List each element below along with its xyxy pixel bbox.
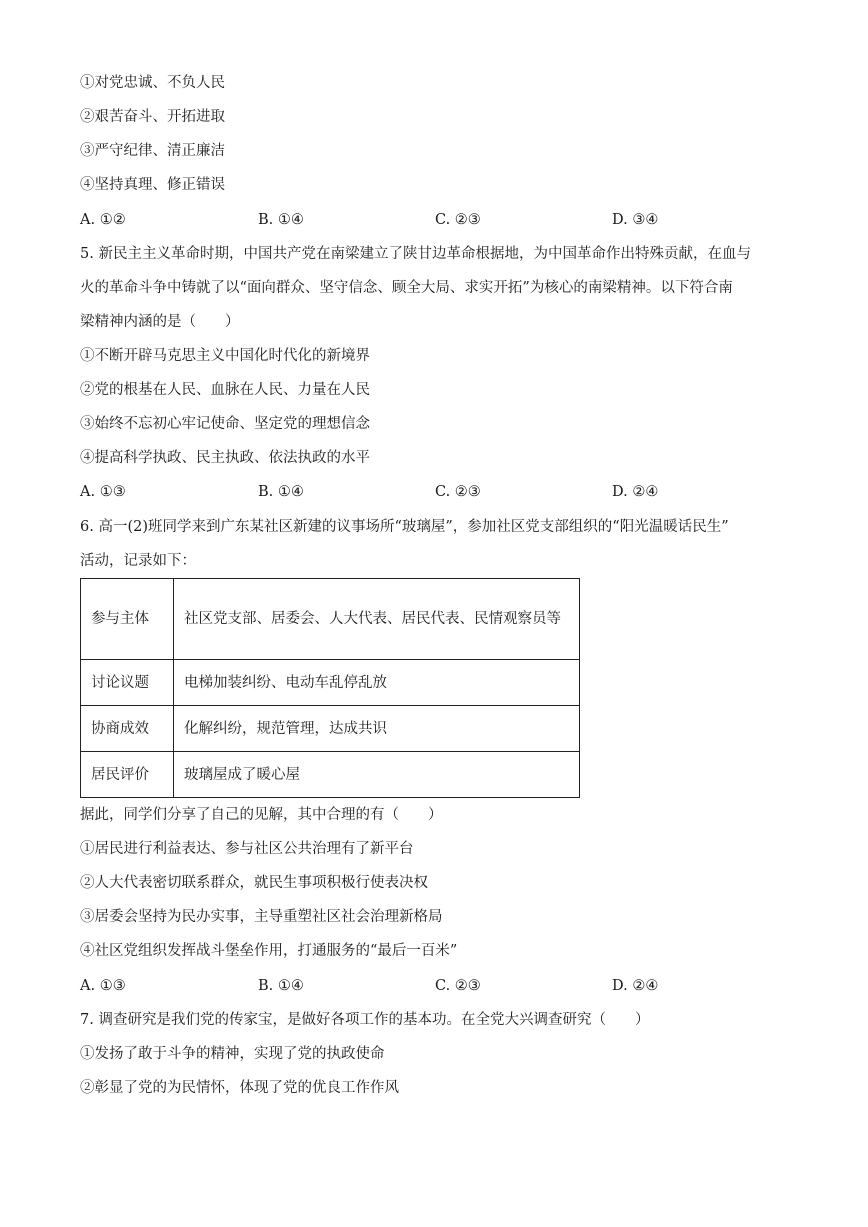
q6-item-4: ④社区党组织发挥战斗堡垒作用，打通服务的“最后一百米” — [80, 943, 458, 959]
q4-option-c: C. ②③ — [435, 212, 481, 228]
table-row — [81, 752, 580, 798]
q5-option-c: C. ②③ — [435, 484, 481, 500]
q6-item-2: ②人大代表密切联系群众，就民生事项积极行使表决权 — [80, 875, 428, 891]
q7-stem: 7. 调查研究是我们党的传家宝，是做好各项工作的基本功。在全党大兴调查研究（ ） — [80, 1012, 650, 1028]
q5-option-a: A. ①③ — [80, 484, 126, 500]
table-row — [81, 660, 580, 706]
q6-item-1: ①居民进行利益表达、参与社区公共治理有了新平台 — [80, 841, 414, 857]
q4-item-1: ①对党忠诚、不负人民 — [80, 75, 225, 91]
table-value-cell: 社区党支部、居委会、人大代表、居民代表、民情观察员等 — [174, 579, 580, 660]
q6-after-table: 据此，同学们分享了自己的见解，其中合理的有（ ） — [80, 807, 443, 823]
q4-item-4: ④坚持真理、修正错误 — [80, 177, 225, 193]
table-row — [81, 579, 580, 660]
q4-item-2: ②艰苦奋斗、开拓进取 — [80, 109, 225, 125]
q4-option-d: D. ③④ — [612, 212, 659, 228]
table-key-cell: 参与主体 — [81, 579, 174, 660]
table-value-cell: 玻璃屋成了暖心屋 — [174, 752, 580, 798]
q5-stem-line-3: 梁精神内涵的是（ ） — [80, 314, 240, 330]
table-row — [81, 706, 580, 752]
q6-stem-line-2: 活动，记录如下： — [80, 553, 196, 569]
q6-option-c: C. ②③ — [435, 978, 481, 994]
activity-record-table — [80, 578, 580, 798]
q7-item-2: ②彰显了党的为民情怀，体现了党的优良工作作风 — [80, 1080, 399, 1096]
q5-stem-line-2: 火的革命斗争中铸就了以“面向群众、坚守信念、顾全大局、求实开拓”为核心的南梁精神。以下符合南 — [80, 280, 733, 296]
q5-options — [80, 482, 790, 502]
q4-option-a: A. ①② — [80, 212, 126, 228]
q6-item-3: ③居委会坚持为民办实事，主导重塑社区社会治理新格局 — [80, 909, 443, 925]
q5-stem-line-1: 5. 新民主主义革命时期，中国共产党在南梁建立了陕甘边革命根据地，为中国革命作出特殊贡献，在血与 — [80, 246, 751, 262]
q6-option-a: A. ①③ — [80, 978, 126, 994]
table-key-cell: 讨论议题 — [81, 660, 174, 706]
q5-option-d: D. ②④ — [612, 484, 659, 500]
table-value-cell: 电梯加装纠纷、电动车乱停乱放 — [174, 660, 580, 706]
q4-options — [80, 210, 790, 230]
q5-item-2: ②党的根基在人民、血脉在人民、力量在人民 — [80, 382, 370, 398]
q7-item-1: ①发扬了敢于斗争的精神，实现了党的执政使命 — [80, 1046, 385, 1062]
q5-option-b: B. ①④ — [258, 484, 304, 500]
q6-stem-line-1: 6. 高一(2)班同学来到广东某社区新建的议事场所“玻璃屋”，参加社区党支部组织的“阳光温暖话民生” — [80, 519, 729, 535]
table-key-cell: 居民评价 — [81, 752, 174, 798]
table-value-cell: 化解纠纷，规范管理，达成共识 — [174, 706, 580, 752]
q6-option-d: D. ②④ — [612, 978, 659, 994]
q4-item-3: ③严守纪律、清正廉洁 — [80, 143, 225, 159]
q5-item-1: ①不断开辟马克思主义中国化时代化的新境界 — [80, 348, 370, 364]
table-key-cell: 协商成效 — [81, 706, 174, 752]
q6-option-b: B. ①④ — [258, 978, 304, 994]
q5-item-3: ③始终不忘初心牢记使命、坚定党的理想信念 — [80, 416, 370, 432]
q4-option-b: B. ①④ — [258, 212, 304, 228]
q5-item-4: ④提高科学执政、民主执政、依法执政的水平 — [80, 450, 370, 466]
q6-options — [80, 976, 790, 996]
